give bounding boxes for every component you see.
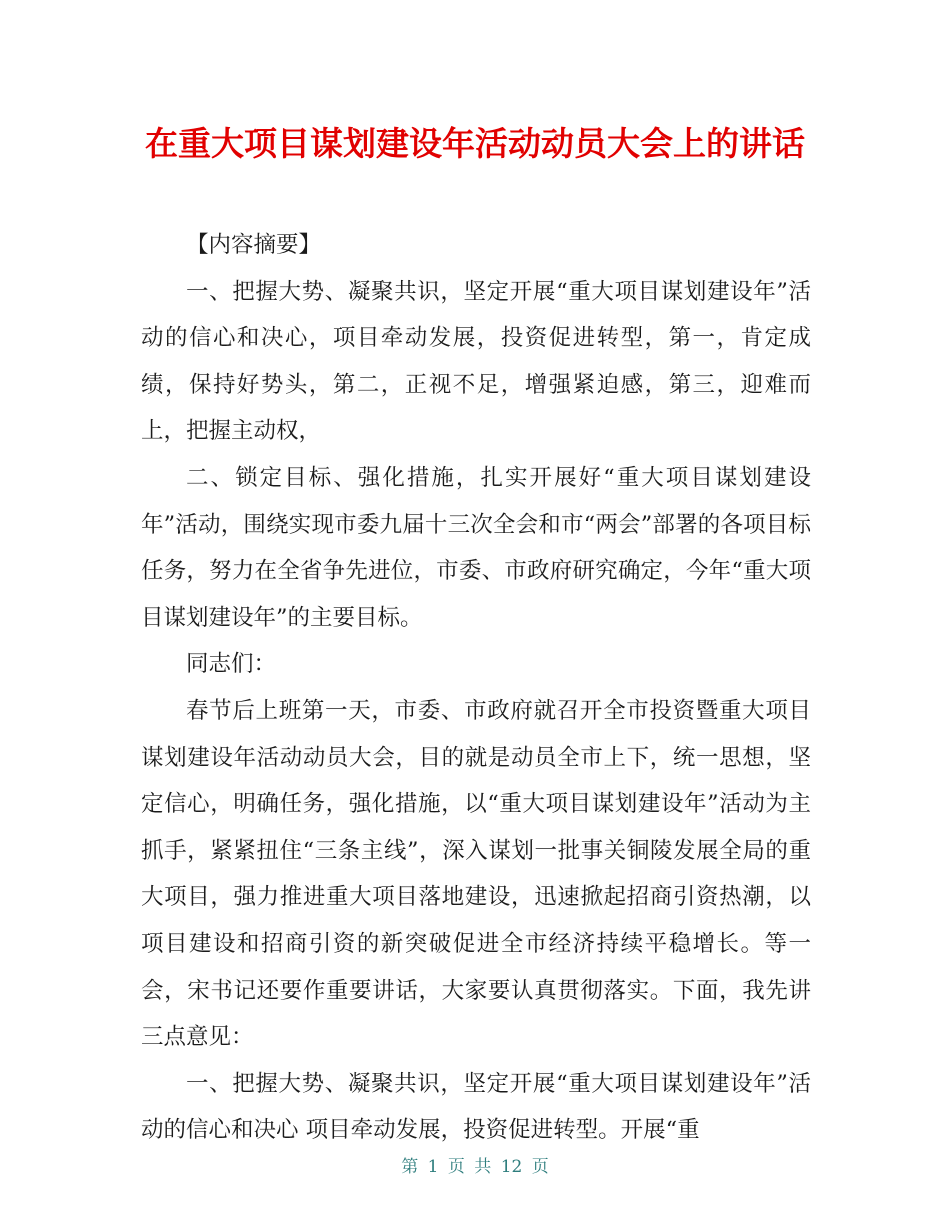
summary-heading: 【内容摘要】	[186, 232, 322, 258]
document-body	[141, 222, 811, 1154]
summary-point-1: 一、把握大势、凝聚共识，坚定开展“重大项目谋划建设年”活动的信心和决心，项目牵动发展，投资促进转型，第一，肯定成绩，保持好势头，第二，正视不足，增强紧迫感，第三，迎难而上，把握主动权，	[141, 278, 811, 445]
summary-point-2: 二、锁定目标、强化措施，扎实开展好“重大项目谋划建设年”活动，围绕实现市委九届十三次全会和市“两会”部署的各项目标任务，努力在全省争先进位，市委、市政府研究确定，今年“重大项目谋划建设年”的主要目标。	[141, 464, 811, 631]
salutation: 同志们：	[186, 651, 277, 678]
document-title: 在重大项目谋划建设年活动动员大会上的讲话	[145, 124, 805, 163]
page-number-footer: 第 1 页 共 12 页	[401, 1157, 549, 1177]
body-paragraph: 春节后上班第一天，市委、市政府就召开全市投资暨重大项目谋划建设年活动动员大会，目的就是动员全市上下，统一思想，坚定信心，明确任务，强化措施，以“重大项目谋划建设年”活动为主抓手，紧紧扭住“三条主线”，深入谋划一批事关铜陵发展全局的重大项目，强力推进重大项目落地建设，迅速掀起招商引资热潮，以项目建设和招商引资的新突破促进全市经济持续平稳增长。等一会，宋书记还要作重要讲话，大家要认真贯彻落实。下面，我先讲三点意见：	[141, 697, 811, 1051]
section-heading-1: 一、把握大势、凝聚共识，坚定开展“重大项目谋划建设年”活动的信心和决心 项目牵动发展，投资促进转型。开展“重	[141, 1070, 811, 1144]
